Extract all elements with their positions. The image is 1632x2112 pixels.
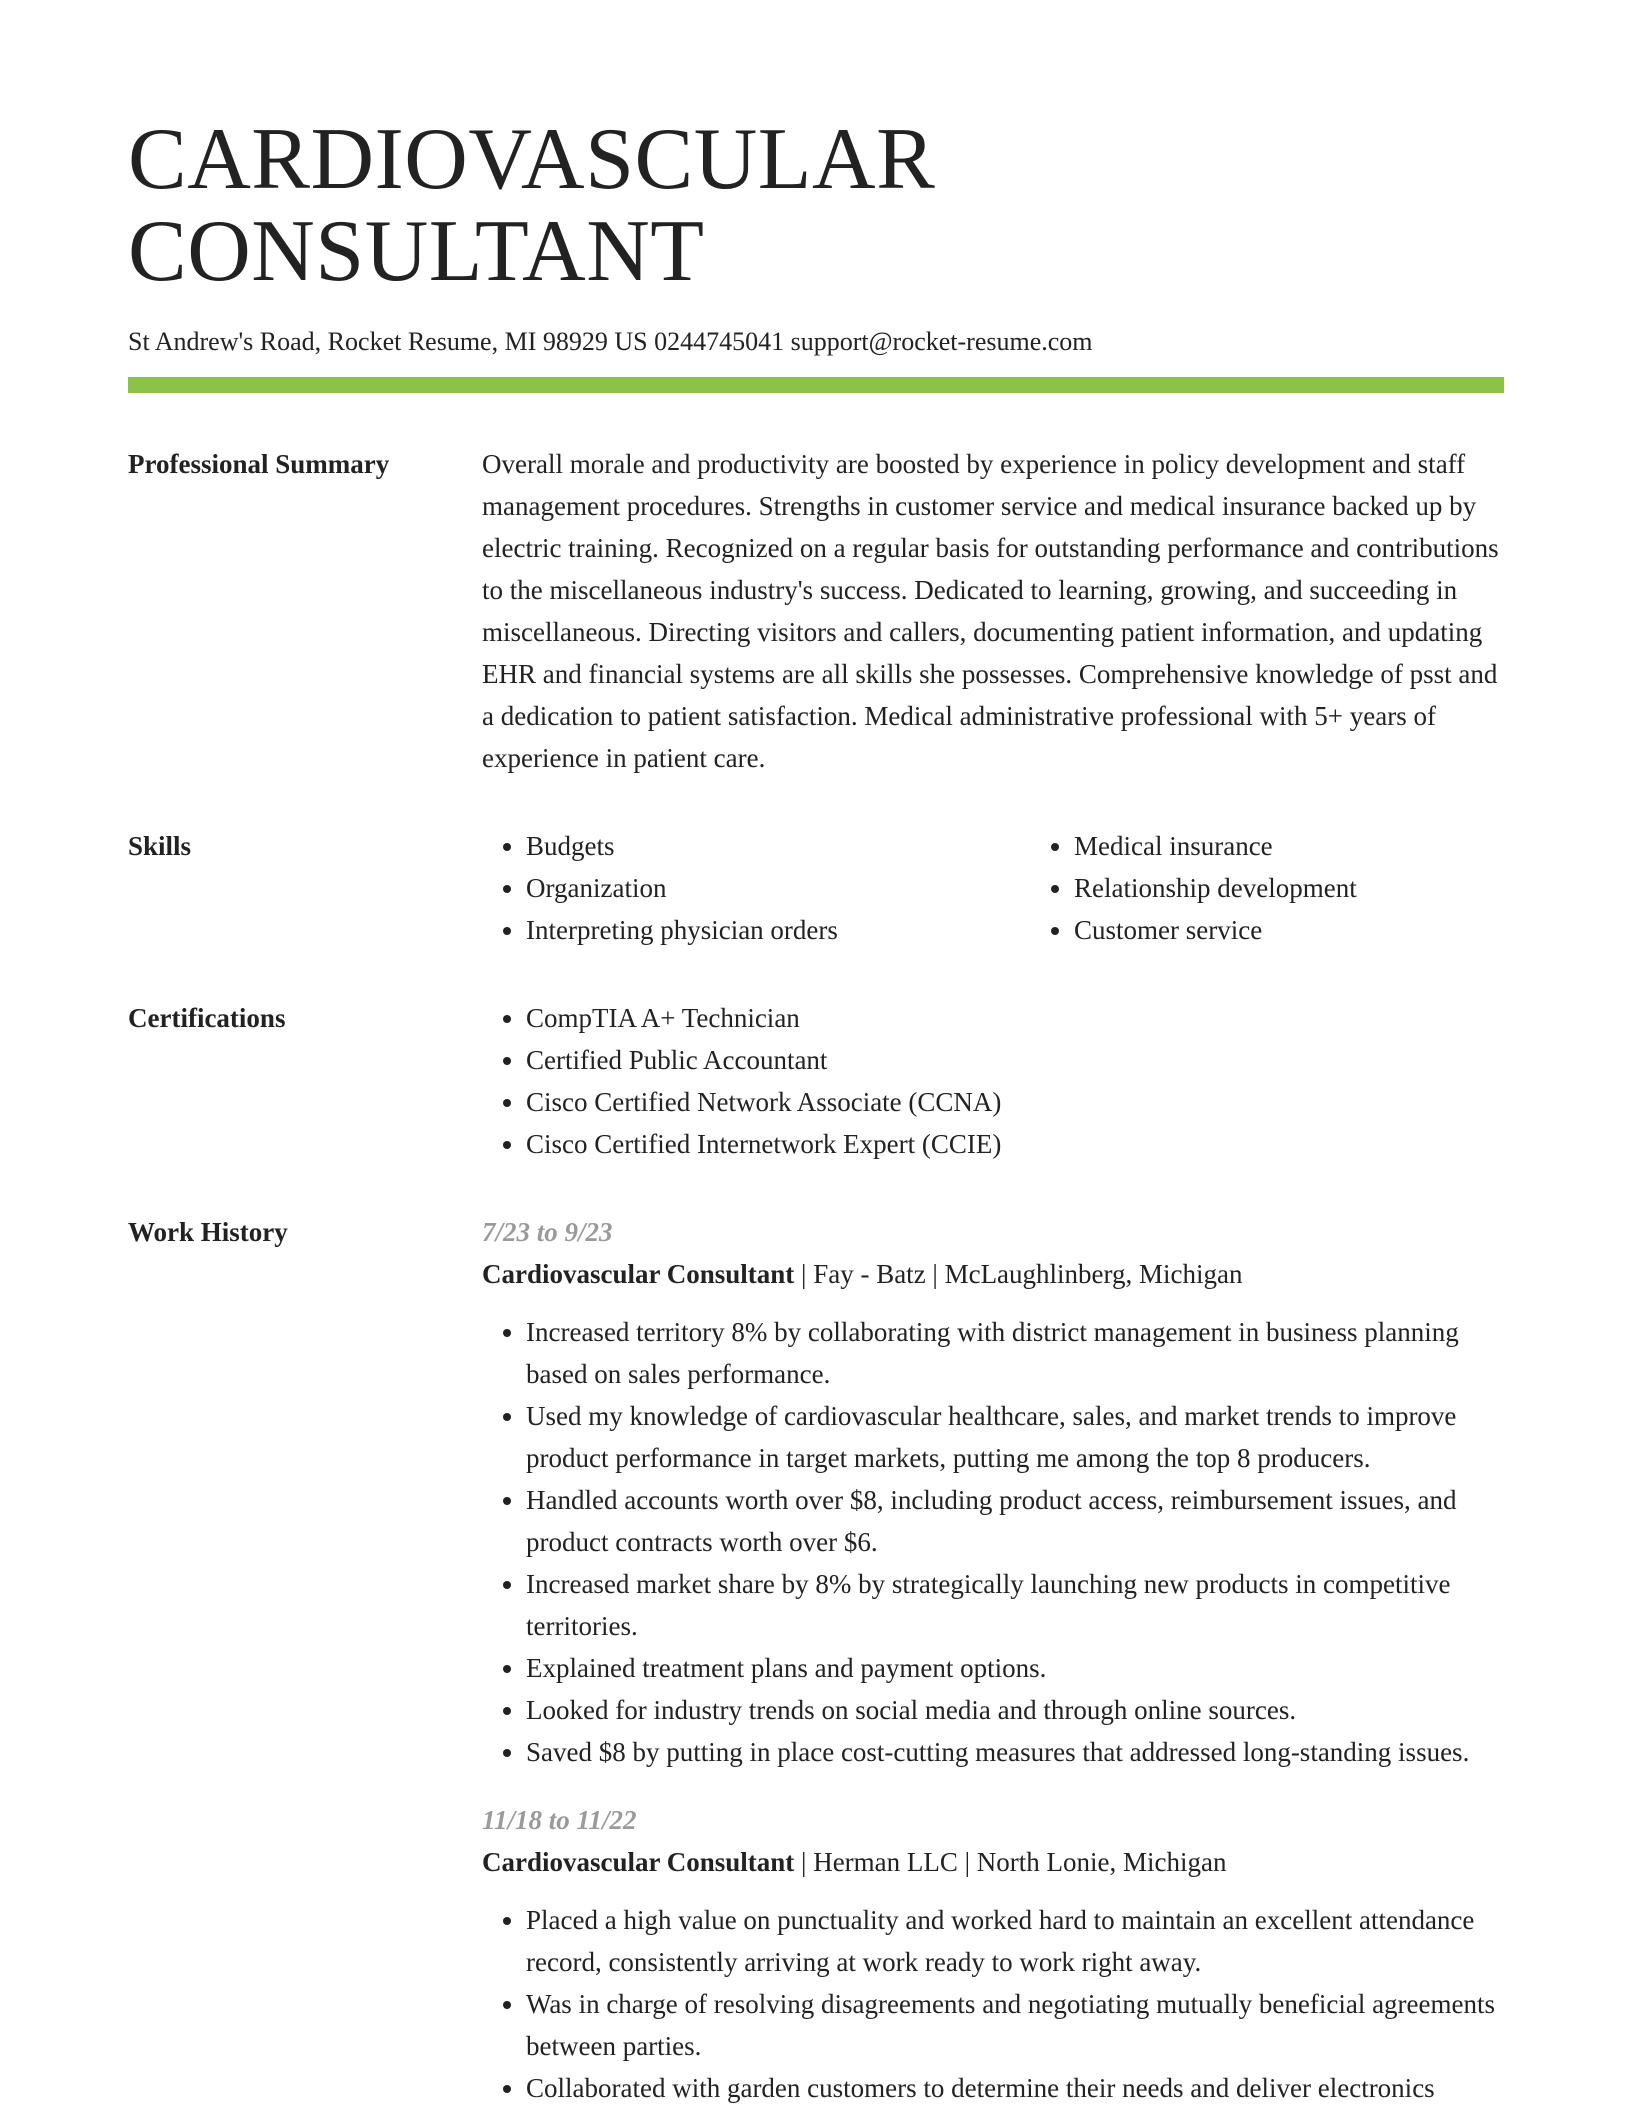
- contact-info: St Andrew's Road, Rocket Resume, MI 98929 US 0244745041 support@rocket-resume.com: [128, 326, 1093, 356]
- job-entry: [482, 1799, 1504, 2109]
- job-bullet: • Was in charge of resolving disagreements and negotiating mutually beneficial agreements between parties.: [526, 1983, 1504, 2067]
- certification-item: • Cisco Certified Network Associate (CCNA): [526, 1081, 1504, 1123]
- certifications-list: [482, 997, 1504, 1165]
- summary-section: [128, 443, 1504, 779]
- job-bullets: [482, 1311, 1504, 1773]
- job-dates: 7/23 to 9/23: [482, 1216, 613, 1247]
- job-bullet: • Looked for industry trends on social media and through online sources.: [526, 1689, 1504, 1731]
- job-dates: 11/18 to 11/22: [482, 1804, 637, 1835]
- job-bullet: • Saved $8 by putting in place cost-cutting measures that addressed long-standing issues.: [526, 1731, 1504, 1773]
- job-bullet: • Placed a high value on punctuality and worked hard to maintain an excellent attendance record, consistently arriving at work ready to work right away.: [526, 1899, 1504, 1983]
- job-bullet: • Increased territory 8% by collaborating with district management in business planning based on sales performance.: [526, 1311, 1504, 1395]
- section-label-skills: Skills: [128, 830, 192, 861]
- job-bullet: • Increased market share by 8% by strategically launching new products in competitive territories.: [526, 1563, 1504, 1647]
- certification-item: • Cisco Certified Internetwork Expert (CCIE): [526, 1123, 1504, 1165]
- skill-item: • Relationship development: [1074, 867, 1578, 909]
- skill-item: • Budgets: [526, 825, 1030, 867]
- job-title: Cardiovascular Consultant: [482, 1846, 795, 1877]
- skill-item: • Organization: [526, 867, 1030, 909]
- skills-list-2: [1030, 825, 1578, 951]
- certifications-section: [128, 997, 1504, 1165]
- certification-item: • CompTIA A+ Technician: [526, 997, 1504, 1039]
- job-bullet: • Collaborated with garden customers to determine their needs and deliver electronics: [526, 2067, 1504, 2109]
- skills-section: [128, 825, 1504, 951]
- certification-item: • Certified Public Accountant: [526, 1039, 1504, 1081]
- resume-name: CARDIOVASCULAR CONSULTANT: [128, 111, 936, 301]
- job-title-line: [482, 1841, 1504, 1883]
- job-details: | Fay - Batz | McLaughlinberg, Michigan: [794, 1258, 1243, 1289]
- section-label-certifications: Certifications: [128, 1002, 286, 1033]
- section-label-summary: Professional Summary: [128, 448, 390, 479]
- job-bullet: • Used my knowledge of cardiovascular healthcare, sales, and market trends to improve product performance in target markets, putting me among the top 8 producers.: [526, 1395, 1504, 1479]
- job-title: Cardiovascular Consultant: [482, 1258, 795, 1289]
- accent-divider: [128, 377, 1504, 393]
- section-label-work: Work History: [128, 1216, 288, 1247]
- skills-list-1: [482, 825, 1030, 951]
- job-bullet: • Explained treatment plans and payment options.: [526, 1647, 1504, 1689]
- skill-item: • Customer service: [1074, 909, 1578, 951]
- job-details: | Herman LLC | North Lonie, Michigan: [794, 1846, 1227, 1877]
- job-title-line: [482, 1253, 1504, 1295]
- summary-text: Overall morale and productivity are boosted by experience in policy development and staff management procedures. Strengths in customer service and medical insurance backed up by electric training. Recognized on a regular basis for outstanding performance and contributions to the miscellaneous industry's success. Dedicated to learning, growing, and succeeding in miscellaneous. Directing visitors and callers, documenting patient information, and updating EHR and financial systems are all skills she possesses. Comprehensive knowledge of psst and a dedication to patient satisfaction. Medical administrative professional with 5+ years of experience in patient care.: [482, 448, 1499, 773]
- skill-item: • Medical insurance: [1074, 825, 1578, 867]
- work-history-section: [128, 1211, 1504, 2109]
- skill-item: • Interpreting physician orders: [526, 909, 1030, 951]
- job-bullets: [482, 1899, 1504, 2109]
- job-bullet: • Handled accounts worth over $8, including product access, reimbursement issues, and product contracts worth over $6.: [526, 1479, 1504, 1563]
- job-entry: [482, 1211, 1504, 1773]
